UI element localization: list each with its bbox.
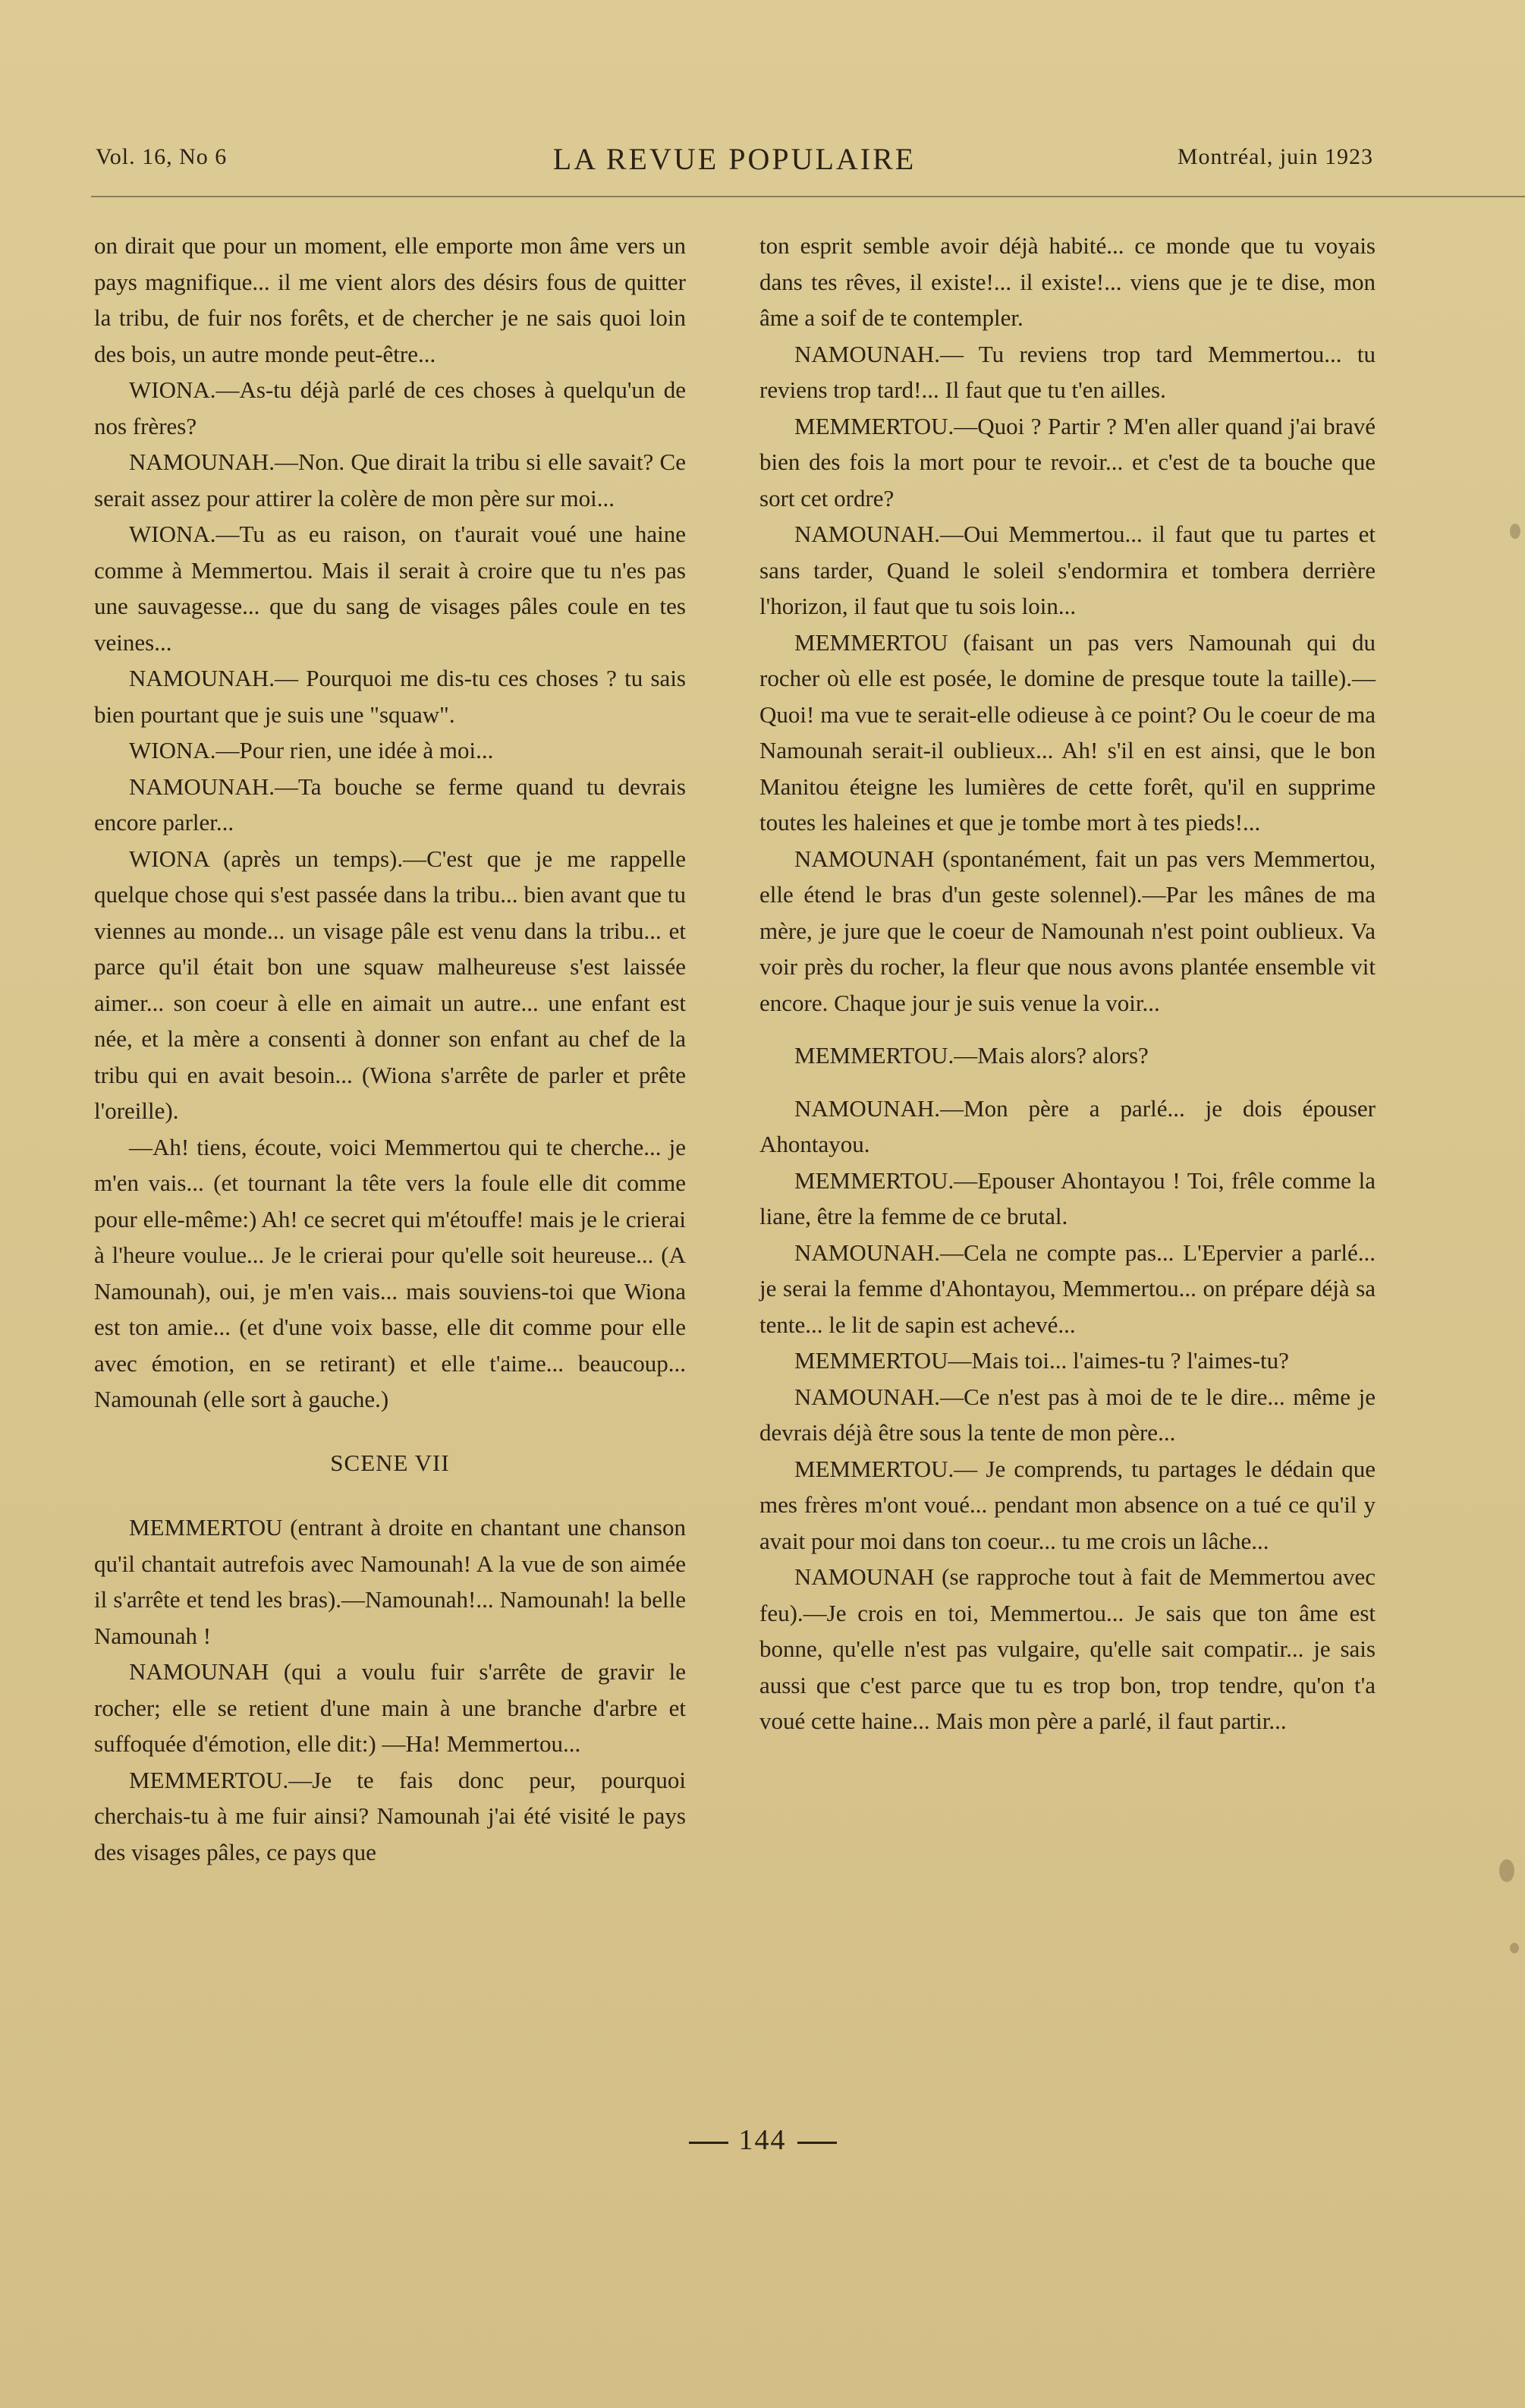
paper-speck (1510, 1943, 1519, 1953)
paragraph: NAMOUNAH.—Oui Memmertou... il faut que tu partes et sans tarder, Quand le soleil s'endormira et tombera derrière l'horizon, il faut que tu sois loin... (759, 521, 1376, 619)
right-column (759, 228, 1376, 1739)
paragraph: NAMOUNAH.—Ce n'est pas à moi de te le dire... même je devrais déjà être sous la tente de mon père... (759, 1383, 1376, 1446)
page-number: 144 (738, 2124, 787, 2156)
paragraph: NAMOUNAH.— Pourquoi me dis-tu ces choses ? tu sais bien pourtant que je suis une "squaw". (94, 665, 686, 728)
paper-speck (1510, 524, 1520, 539)
paragraph: NAMOUNAH.—Cela ne compte pas... L'Epervier a parlé... je serai la femme d'Ahontayou, Memmertou... on prépare déjà sa tente... le lit de sapin est achevé... (759, 1239, 1376, 1338)
issue-date: Montréal, juin 1923 (1177, 144, 1373, 169)
paragraph: NAMOUNAH (spontanément, fait un pas vers Memmertou, elle étend le bras d'un geste solennel).—Par les mânes de ma mère, je jure que le coeur de Namounah n'est point oublieux. Va voir près du rocher, la fleur que nous avons plantée ensemble vit encore. Chaque jour je suis venue la voir... (759, 845, 1376, 1016)
running-header (96, 141, 1373, 187)
paragraph: MEMMERTOU.—Je te fais donc peur, pourquoi cherchais-tu à me fuir ainsi? Namounah j'ai été visité le pays des visages pâles, ce pays que (94, 1766, 686, 1865)
paragraph: WIONA.—Pour rien, une idée à moi... (129, 737, 494, 763)
header-rule (91, 196, 1525, 197)
paragraph: NAMOUNAH.—Non. Que dirait la tribu si elle savait? Ce serait assez pour attirer la colère de mon père sur moi... (94, 449, 686, 512)
paragraph: NAMOUNAH (se rapproche tout à fait de Memmertou avec feu).—Je crois en toi, Memmertou... Je sais que ton âme est bonne, qu'elle n'est pas vulgaire, qu'elle sait compatir... je sais aussi que c'est parce que tu es trop bon, trop tendre, qu'on t'a voué cette haine... Mais mon père a parlé, il faut partir... (759, 1563, 1376, 1734)
paragraph: NAMOUNAH.— Tu reviens trop tard Memmertou... tu reviens trop tard!... Il faut que tu t'en ailles. (759, 340, 1376, 403)
paragraph: MEMMERTOU (faisant un pas vers Namounah qui du rocher où elle est posée, le domine de presque toute la taille).—Quoi! ma vue te serait-elle odieuse à ce point? Ou le coeur de ma Namounah serait-il oublieux... Ah! s'il en est ainsi, que le bon Manitou éteigne les lumières de cette forêt, qu'il en supprime toutes les haleines et que je tombe mort à tes pieds!... (759, 628, 1376, 836)
paper-speck (1499, 1859, 1514, 1882)
page-footer (0, 2123, 1525, 2157)
paragraph: MEMMERTOU.—Quoi ? Partir ? M'en aller quand j'ai bravé bien des fois la mort pour te revoir... et c'est de ta bouche que sort cet ordre? (759, 412, 1376, 512)
journal-title: LA REVUE POPULAIRE (552, 142, 917, 176)
paragraph: NAMOUNAH.—Ta bouche se ferme quand tu devrais encore parler... (94, 773, 686, 836)
paragraph: ton esprit semble avoir déjà habité... ce monde que tu voyais dans tes rêves, il existe!... il existe!... viens que je te dise, mon âme a soif de te contempler. (759, 232, 1376, 331)
paragraph: NAMOUNAH.—Mon père a parlé... je dois épouser Ahontayou. (759, 1094, 1376, 1157)
paragraph: WIONA.—Tu as eu raison, on t'aurait voué une haine comme à Memmertou. Mais il serait à croire que tu n'es pas une sauvagesse... que du sang de visages pâles coule en tes veines... (94, 521, 686, 656)
paragraph: MEMMERTOU (entrant à droite en chantant une chanson qu'il chantait autrefois avec Namounah! A la vue de son aimée il s'arrête et tend les bras).—Namounah!... Namounah! la belle Namounah ! (94, 1514, 686, 1649)
paragraph: on dirait que pour un moment, elle emporte mon âme vers un pays magnifique... il me vient alors des désirs fous de quitter la tribu, de fuir nos forêts, et de chercher je ne sais quoi loin des bois, un autre monde peut-être... (94, 232, 686, 367)
volume-number: Vol. 16, No 6 (96, 144, 228, 169)
paragraph: MEMMERTOU.— Je comprends, tu partages le dédain que mes frères m'ont voué... pendant mon absence on a tué ce qu'il y avait pour moi dans ton coeur... tu me crois un lâche... (759, 1455, 1376, 1554)
paragraph: WIONA (après un temps).—C'est que je me rappelle quelque chose qui s'est passée dans la tribu... bien avant que tu viennes au monde... un visage pâle est venu dans la tribu... et parce qu'il était bon une squaw malheureuse s'est laissée aimer... son coeur à elle en aimait un autre... une enfant est née, et la mère a consenti à donner son enfant au chef de la tribu qui en avait besoin... (Wiona s'arrête de parler et prête l'oreille). (94, 845, 686, 1124)
footer-dash-left (689, 2142, 728, 2144)
paragraph: NAMOUNAH (qui a voulu fuir s'arrête de gravir le rocher; elle se retient d'une main à une branche d'arbre et suffoquée d'émotion, elle dit:) —Ha! Memmertou... (94, 1658, 686, 1757)
left-column (94, 228, 686, 1870)
paragraph: —Ah! tiens, écoute, voici Memmertou qui te cherche... je m'en vais... (et tournant la tête vers la foule elle dit comme pour elle-même:) Ah! ce secret qui m'étouffe! mais je le crierai à l'heure voulue... Je le crierai pour qu'elle soit heureuse... (A Namounah), oui, je m'en vais... mais souviens-toi que Wiona est ton amie... (et d'une voix basse, elle dit comme pour elle avec émotion, en se retirant) et elle t'aime... beaucoup... Namounah (elle sort à gauche.) (94, 1133, 686, 1412)
paragraph: WIONA.—As-tu déjà parlé de ces choses à quelqu'un de nos frères? (94, 376, 686, 439)
paragraph: MEMMERTOU.—Mais alors? alors? (794, 1042, 1149, 1069)
paragraph: MEMMERTOU—Mais toi... l'aimes-tu ? l'aimes-tu? (794, 1347, 1289, 1374)
scene-heading: SCENE VII (330, 1449, 450, 1476)
footer-dash-right (797, 2142, 837, 2144)
paragraph: MEMMERTOU.—Epouser Ahontayou ! Toi, frêle comme la liane, être la femme de ce brutal. (759, 1166, 1376, 1229)
